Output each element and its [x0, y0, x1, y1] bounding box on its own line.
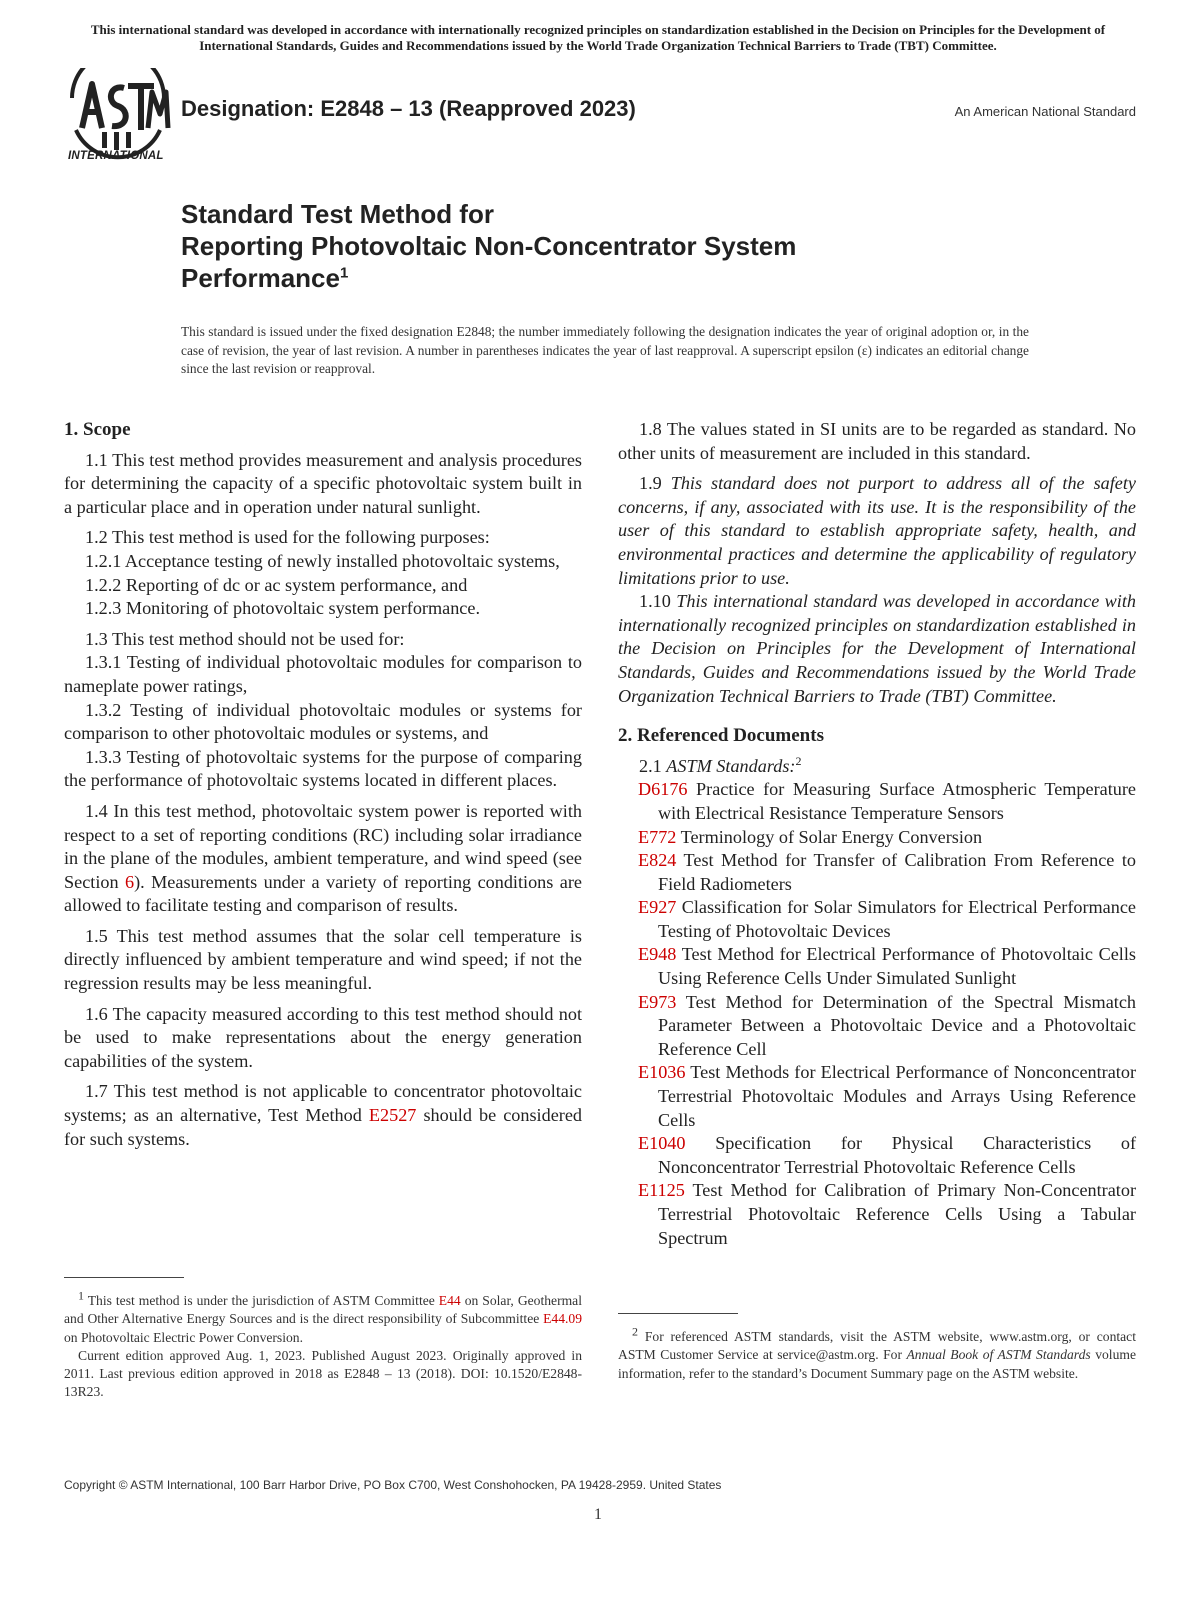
para-1-7: [64, 1080, 582, 1151]
para-1-2-1: 1.2.1 Acceptance testing of newly installed photovoltaic systems,: [85, 550, 560, 571]
para-1-1: 1.1 This test method provides measurement and analysis procedures for determining the capacity of a specific photovoltaic system built in a particular place and in operation under natural sunlight.: [64, 449, 582, 517]
ref-code-link[interactable]: E973: [638, 991, 677, 1012]
para-1-3: 1.3 This test method should not be used for:: [85, 628, 405, 649]
para-1-9: [618, 472, 1136, 590]
logo-wordmark: INTERNATIONAL: [68, 150, 164, 162]
committee-e44-link[interactable]: E44: [438, 1293, 461, 1308]
ref-code-link[interactable]: E1036: [638, 1062, 686, 1083]
wto-notice: This international standard was developed in accordance with internationally recognized principles on standardization established in the Decision on Principles for the Development of International Standards, Guides and Recommendations issued by the World Trade Organization Technical Barriers to Trade (TBT) Committee.: [90, 22, 1106, 53]
footnote-2-number: 2: [632, 1324, 638, 1339]
ref-code-link[interactable]: D6176: [638, 779, 688, 800]
referenced-standards-list: [638, 778, 1136, 1250]
ref-item: [638, 991, 1136, 1062]
footnote-divider-left: [64, 1277, 184, 1278]
ref-item: [638, 826, 1136, 850]
para-1-5: 1.5 This test method assumes that the solar cell temperature is directly influenced by ambient temperature and wind speed; if not the regression results may be less meaningful.: [64, 925, 582, 994]
para-1-3-3: 1.3.3 Testing of photovoltaic systems for the purpose of comparing the performance of photovoltaic systems located in different places.: [64, 746, 582, 791]
footnote-1: [64, 1288, 582, 1402]
para-1-3-2: 1.3.2 Testing of individual photovoltaic modules or systems for comparison to other photovoltaic modules or systems, and: [64, 699, 582, 744]
subcommittee-e44-09-link[interactable]: E44.09: [543, 1311, 582, 1327]
copyright-line: Copyright © ASTM International, 100 Barr Harbor Drive, PO Box C700, West Conshohocken, PA 19428-2959. United States: [64, 1478, 722, 1492]
para-1-7-text-b: should be considered for such systems.: [64, 1105, 583, 1149]
footnote-2-mark[interactable]: 2: [795, 753, 802, 768]
page-number: 1: [594, 1506, 602, 1523]
ref-code-link[interactable]: E824: [638, 850, 677, 871]
footnote-2-text-a: For referenced ASTM standards, visit the ASTM website, www.astm.org, or contact ASTM Customer Service at service@astm.org. For: [618, 1329, 1136, 1363]
footnote-1-text-c: on Photovoltaic Electric Power Conversion.: [64, 1329, 303, 1345]
footnote-1-text-b: on Solar, Geothermal and Other Alternative Energy Sources and is the direct responsibility of Subcommittee: [64, 1293, 582, 1327]
footnote-2: [618, 1324, 1136, 1383]
ref-code-link[interactable]: E772: [638, 826, 677, 847]
ref-item: [638, 1132, 1136, 1179]
american-national-standard-label: An American National Standard: [954, 104, 1136, 119]
para-2-1: [618, 755, 1136, 779]
footnote-2-book-title: Annual Book of ASTM Standards: [906, 1347, 1091, 1363]
para-1-10-number: 1.10: [639, 591, 677, 612]
ref-title: Test Method for Determination of the Spectral Mismatch Parameter Between a Photovoltaic Device and a Photovoltaic Reference Cell: [658, 991, 1136, 1059]
para-1-4: [64, 800, 582, 918]
para-1-10-text: This international standard was developed in accordance with internationally recognized principles on standardization established in the Decision on Principles for the Development of International Standards, Guides and Recommendations issued by the World Trade Organization Technical Barriers to Trade (TBT) Committee.: [618, 591, 1137, 706]
ref-code-link[interactable]: E948: [638, 944, 677, 965]
para-1-2-3: 1.2.3 Monitoring of photovoltaic system performance.: [85, 598, 480, 619]
para-1-4-text-a: 1.4 In this test method, photovoltaic system power is reported with respect to a set of reporting conditions (RC) including solar irradiance in the plane of the modules, ambient temperature, and wind speed (see Section: [64, 800, 582, 892]
ref-item: [638, 1061, 1136, 1132]
ref-code-link[interactable]: E1040: [638, 1133, 686, 1154]
right-column: [618, 418, 1136, 1250]
para-1-9-number: 1.9: [639, 473, 671, 494]
title-line-2: Reporting Photovoltaic Non-Concentrator System: [181, 231, 797, 261]
designation: Designation: E2848 – 13 (Reapproved 2023): [181, 96, 636, 121]
section-heading-scope: 1. Scope: [64, 419, 131, 440]
footnote-2-text: [618, 1324, 1136, 1383]
ref-title: Test Method for Electrical Performance of Photovoltaic Cells Using Reference Cells Under Simulated Sunlight: [658, 944, 1136, 989]
para-1-8: 1.8 The values stated in SI units are to be regarded as standard. No other units of measurement are included in this standard.: [618, 419, 1136, 463]
para-1-4-text-b: ). Measurements under a variety of reporting conditions are allowed to facilitate testing and comparison of results.: [64, 871, 582, 916]
title-footnote-mark[interactable]: 1: [339, 264, 349, 282]
footnote-1-jurisdiction: [64, 1288, 582, 1347]
ref-item: [638, 943, 1136, 990]
e2527-link[interactable]: E2527: [368, 1105, 417, 1126]
para-1-2-2: 1.2.2 Reporting of dc or ac system performance, and: [85, 574, 468, 595]
title-line-1: Standard Test Method for: [181, 199, 494, 229]
ref-item: [638, 1179, 1136, 1250]
ref-code-link[interactable]: E1125: [638, 1180, 685, 1201]
ref-title: Terminology of Solar Energy Conversion: [676, 826, 983, 847]
para-1-3-1: 1.3.1 Testing of individual photovoltaic modules for comparison to nameplate power ratings,: [64, 652, 582, 696]
footnote-divider-right: [618, 1313, 738, 1314]
astm-standards-label: ASTM Standards:: [666, 755, 796, 776]
issued-note: This standard is issued under the fixed designation E2848; the number immediately following the designation indicates the year of original adoption or, in the case of revision, the year of last revision. A number in parentheses indicates the year of last reapproval. A superscript epsilon (ε) indicates an editorial change since the last revision or reapproval.: [181, 324, 1029, 376]
ref-title: Test Method for Calibration of Primary Non-Concentrator Terrestrial Photovoltaic Reference Cells Using a Tabular Spectrum: [658, 1180, 1136, 1248]
footnote-1-text-a: This test method is under the jurisdiction of ASTM Committee: [84, 1293, 439, 1308]
footnote-2-text-b: volume information, refer to the standard’s Document Summary page on the ASTM website.: [618, 1347, 1136, 1381]
footnote-1-number: 1: [78, 1288, 84, 1303]
title-line-3: [181, 262, 796, 294]
para-1-2: 1.2 This test method is used for the following purposes:: [85, 527, 490, 548]
para-1-7-text-a: 1.7 This test method is not applicable to concentrator photovoltaic systems; as an alternative, Test Method: [64, 1081, 582, 1126]
para-1-9-text: This standard does not purport to address all of the safety concerns, if any, associated with its use. It is the responsibility of the user of this standard to establish appropriate safety, health, and environmental practices and determine the applicability of regulatory limitations prior to use.: [618, 473, 1137, 588]
ref-title: Practice for Measuring Surface Atmospheric Temperature with Electrical Resistance Temperature Sensors: [658, 779, 1136, 823]
ref-title: Test Methods for Electrical Performance of Nonconcentrator Terrestrial Photovoltaic Modules and Arrays Using Reference Cells: [658, 1062, 1136, 1130]
para-1-10: [618, 590, 1136, 708]
ref-title: Classification for Solar Simulators for Electrical Performance Testing of Photovoltaic Devices: [658, 897, 1136, 941]
document-title: [181, 198, 796, 294]
title-line-3-text: Performance: [181, 263, 340, 293]
section-heading-referenced-documents: 2. Referenced Documents: [618, 725, 824, 747]
para-1-6: 1.6 The capacity measured according to this test method should not be used to make representations about the energy generation capabilities of the system.: [64, 1003, 582, 1071]
ref-title: Specification for Physical Characteristics of Nonconcentrator Terrestrial Photovoltaic Reference Cells: [658, 1133, 1136, 1177]
ref-item: [638, 778, 1136, 825]
left-column: [64, 418, 582, 1151]
para-2-1-number: 2.1: [639, 755, 667, 776]
ref-item: [638, 896, 1136, 943]
ref-item: [638, 849, 1136, 896]
section-6-link[interactable]: 6: [125, 871, 135, 892]
ref-title: Test Method for Transfer of Calibration From Reference to Field Radiometers: [658, 850, 1136, 894]
footnote-1-edition: Current edition approved Aug. 1, 2023. Published August 2023. Originally approved in 2011. Last previous edition approved in 2018 as E2848 – 13 (2018). DOI: 10.1520/E2848-13R23.: [64, 1347, 582, 1400]
ref-code-link[interactable]: E927: [638, 897, 677, 918]
